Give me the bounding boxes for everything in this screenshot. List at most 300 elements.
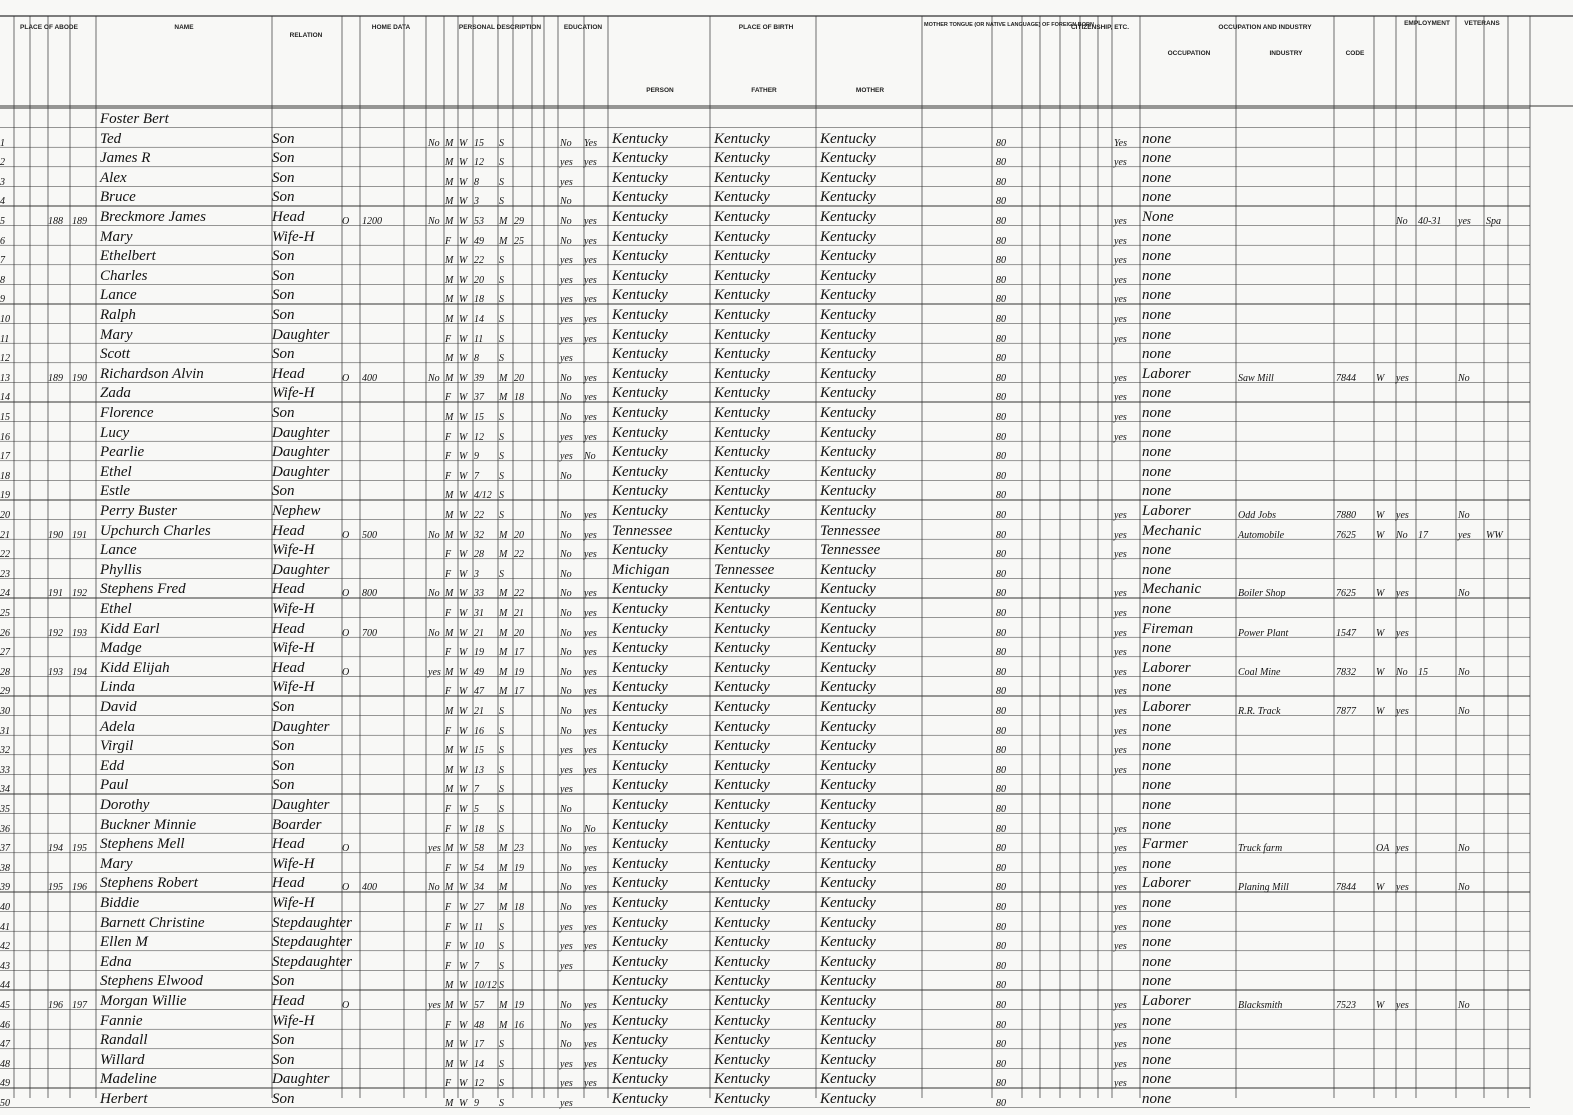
cell-birth-person: Kentucky [612,757,668,774]
cell-name: Foster Bert [100,111,169,127]
cell-age: 28 [474,549,484,561]
cell-dwelling: 193 [48,666,63,678]
cell-veteran: No [1458,510,1470,521]
cell-occupation: Mechanic [1142,522,1202,539]
cell-name: Morgan Willie [100,993,187,1009]
cell-occupation: none [1142,385,1172,402]
cell-relation: Boarder [272,816,322,833]
cell-school: No [560,470,572,482]
cell-birth-person: Kentucky [612,385,668,402]
cell-birth-mother: Kentucky [820,444,876,461]
cell-name: Kidd Elijah [100,659,170,676]
cell-marital: M [499,902,508,913]
cell-code: 80 [996,706,1006,717]
cell-birth-mother: Tennessee [820,542,881,559]
cell-english: yes [1114,157,1127,169]
header-code: CODE [1345,50,1365,57]
cell-birth-father: Kentucky [714,267,770,284]
cell-sex: M [445,510,454,521]
cell-school: yes [560,960,573,972]
cell-english: yes [1114,862,1127,874]
cell-occupation: Mechanic [1142,581,1202,598]
cell-birth-father: Kentucky [714,875,770,892]
cell-occupation: none [1142,895,1172,911]
cell-race: W [459,706,468,717]
cell-occupation: none [1142,169,1172,186]
cell-english: yes [1114,412,1127,423]
cell-birth-mother: Kentucky [820,895,876,911]
cell-name: Linda [100,679,136,696]
cell-age: 15 [474,412,484,423]
cell-birth-person: Kentucky [612,346,668,363]
cell-line: 18 [0,470,10,482]
cell-sex: M [445,412,454,423]
cell-age: 21 [474,627,484,639]
cell-marital: S [499,921,504,933]
cell-birth-mother: Kentucky [820,836,876,853]
cell-occupation: none [1142,914,1172,931]
cell-birth-person: Kentucky [612,895,668,911]
cell-at-work: yes [1396,882,1409,894]
cell-line: 48 [0,1058,10,1070]
cell-code: 80 [996,686,1006,698]
cell-age: 15 [474,745,484,757]
cell-age: 53 [474,216,484,227]
cell-at-work: yes [1396,706,1409,717]
cell-race: W [459,412,468,423]
cell-occupation: none [1142,816,1172,833]
cell-marital: M [499,882,508,894]
cell-birth-mother: Kentucky [820,346,876,363]
cell-read: yes [584,1058,597,1070]
cell-english: yes [1114,725,1127,737]
cell-family: 197 [72,1000,87,1011]
cell-birth-person: Kentucky [612,601,668,617]
cell-occupation: none [1142,1051,1172,1068]
cell-birth-mother: Kentucky [820,405,876,421]
cell-war: Spa [1486,216,1501,227]
cell-age: 10/12 [474,980,497,992]
cell-age: 9 [474,451,479,463]
cell-read: yes [584,1000,597,1011]
cell-read: yes [584,529,597,541]
cell-class: OA [1376,843,1390,855]
cell-class: W [1376,529,1385,541]
cell-occupation: none [1142,640,1172,657]
cell-sex: M [445,137,454,149]
cell-birth-father: Kentucky [714,914,770,931]
cell-relation: Daughter [272,463,330,480]
cell-at-work: yes [1396,843,1409,855]
cell-age: 7 [474,470,479,482]
cell-name: Mary [100,326,133,343]
cell-code: 80 [996,1078,1006,1090]
cell-english: yes [1114,686,1127,698]
cell-age: 12 [474,157,484,169]
cell-school: No [560,588,572,600]
cell-race: W [459,960,468,972]
cell-birth-father: Kentucky [714,1091,770,1107]
cell-age: 12 [474,431,484,443]
cell-marital: M [499,549,508,561]
cell-occupation: none [1142,973,1172,990]
cell-code: 80 [996,294,1006,306]
cell-birth-father: Kentucky [714,738,770,755]
cell-birth-mother: Kentucky [820,189,876,206]
cell-birth-person: Kentucky [612,836,668,853]
cell-name: Mary [100,228,133,245]
cell-line: 12 [0,353,10,365]
cell-name: Edd [100,757,125,774]
cell-marital: M [499,647,508,659]
cell-marital: S [499,706,504,717]
cell-birth-father: Kentucky [714,699,770,715]
cell-veteran: No [1458,843,1470,855]
cell-school: yes [560,745,573,757]
cell-marital: S [499,764,504,776]
cell-relation: Wife-H [272,601,315,617]
cell-relation: Wife-H [272,895,315,911]
cell-sex: M [445,353,454,365]
cell-code: 80 [996,490,1006,502]
cell-code: 80 [996,921,1006,933]
cell-race: W [459,627,468,639]
cell-age-married: 20 [514,529,524,541]
cell-birth-father: Kentucky [714,659,770,676]
cell-line: 39 [0,882,10,894]
cell-marital: S [499,804,504,815]
cell-veteran: No [1458,1000,1470,1011]
cell-line: 49 [0,1078,10,1090]
cell-relation: Nephew [272,503,321,519]
cell-birth-person: Kentucky [612,816,668,833]
cell-marital: M [499,862,508,874]
cell-weeks-idle: 40-31 [1418,216,1442,227]
cell-age-married: 22 [514,549,524,561]
cell-race: W [459,804,468,815]
cell-line: 30 [0,706,10,717]
cell-family: 190 [72,372,87,384]
cell-race: W [459,608,468,619]
cell-read: yes [584,706,597,717]
cell-sex: M [445,274,454,286]
cell-read: yes [584,510,597,521]
cell-read: yes [584,941,597,953]
cell-code: 80 [996,1058,1006,1070]
cell-code: 80 [996,902,1006,913]
cell-marital: S [499,980,504,992]
cell-birth-father: Kentucky [714,836,770,853]
cell-age-married: 17 [514,686,524,698]
cell-occupation: none [1142,934,1172,951]
cell-birth-father: Kentucky [714,463,770,480]
cell-age: 34 [474,882,484,894]
cell-english: yes [1114,1019,1127,1031]
cell-sex: M [445,176,454,188]
cell-birth-father: Kentucky [714,444,770,461]
cell-code: 80 [996,216,1006,227]
cell-relation: Wife-H [272,228,315,245]
cell-line: 36 [0,823,10,835]
cell-occupation: none [1142,757,1172,774]
cell-occupation: none [1142,287,1172,304]
cell-race: W [459,941,468,953]
cell-industry: R.R. Track [1238,706,1281,717]
cell-birth-father: Kentucky [714,640,770,657]
cell-marital: S [499,725,504,737]
cell-sex: M [445,627,454,639]
cell-english: yes [1114,588,1127,600]
cell-code: 80 [996,941,1006,953]
cell-marital: M [499,1000,508,1011]
cell-name: Lance [100,542,137,559]
cell-name: Charles [100,267,148,284]
cell-sex: M [445,490,454,502]
cell-marital: S [499,451,504,463]
cell-marital: M [499,843,508,855]
cell-marital: S [499,1058,504,1070]
cell-occupation: none [1142,777,1172,794]
cell-sex: F [445,235,452,247]
cell-occupation: none [1142,424,1172,441]
cell-race: W [459,588,468,600]
cell-sex: M [445,843,454,855]
cell-marital: S [499,196,504,208]
header-veterans: VETERANS [1464,20,1500,27]
cell-sex: F [445,451,452,463]
cell-code: 80 [996,608,1006,619]
cell-birth-person: Kentucky [612,287,668,304]
cell-school: No [560,666,572,678]
cell-industry: Power Plant [1238,627,1289,639]
cell-race: W [459,902,468,913]
cell-occupation: none [1142,346,1172,363]
header-occupation-industry: OCCUPATION AND INDUSTRY [1218,24,1312,31]
cell-birth-person: Kentucky [612,738,668,755]
cell-read: yes [584,549,597,561]
cell-read: yes [584,843,597,855]
cell-birth-father: Kentucky [714,503,770,519]
cell-birth-mother: Kentucky [820,718,876,735]
cell-class: W [1376,882,1385,894]
cell-relation: Son [272,738,295,755]
cell-occupation: none [1142,483,1172,500]
cell-dwelling: 194 [48,843,63,855]
cell-marital: S [499,1098,504,1109]
cell-relation: Head [272,581,305,598]
cell-occupation: none [1142,463,1172,480]
cell-marital: M [499,627,508,639]
cell-age: 10 [474,941,484,953]
cell-race: W [459,314,468,325]
cell-line: 43 [0,960,10,972]
cell-age: 58 [474,843,484,855]
cell-code: 80 [996,314,1006,325]
cell-name: Lance [100,287,137,304]
cell-sex: F [445,608,452,619]
cell-race: W [459,568,468,580]
cell-name: Biddie [100,895,140,911]
cell-school: No [560,1000,572,1011]
cell-sex: M [445,1039,454,1051]
cell-english: yes [1114,764,1127,776]
cell-birth-father: Kentucky [714,326,770,343]
cell-birth-person: Kentucky [612,973,668,990]
cell-occ-code: 7832 [1336,666,1356,678]
cell-birth-person: Kentucky [612,855,668,872]
cell-age: 21 [474,706,484,717]
cell-name: Buckner Minnie [100,816,197,833]
cell-birth-mother: Kentucky [820,287,876,304]
cell-marital: S [499,255,504,267]
cell-birth-father: Kentucky [714,307,770,323]
cell-birth-father: Kentucky [714,150,770,167]
cell-birth-person: Kentucky [612,542,668,559]
cell-birth-mother: Kentucky [820,757,876,774]
cell-marital: M [499,686,508,698]
cell-birth-person: Kentucky [612,130,668,147]
cell-line: 47 [0,1039,10,1051]
cell-school: No [560,647,572,659]
cell-line: 2 [0,157,5,169]
cell-school: yes [560,157,573,169]
cell-school: No [560,843,572,855]
cell-age: 9 [474,1098,479,1109]
cell-sex: F [445,431,452,443]
cell-age: 48 [474,1019,484,1031]
cell-name: Virgil [100,738,134,755]
cell-sex: M [445,745,454,757]
cell-school: No [560,568,572,580]
cell-occupation: Laborer [1142,503,1191,519]
cell-radio: No [428,216,440,227]
cell-school: yes [560,294,573,306]
cell-read: yes [584,412,597,423]
cell-birth-father: Kentucky [714,483,770,500]
cell-age: 5 [474,804,479,815]
cell-english: yes [1114,510,1127,521]
cell-birth-person: Kentucky [612,659,668,676]
cell-occupation: none [1142,561,1172,578]
cell-occupation: Laborer [1142,993,1191,1009]
cell-sex: M [445,314,454,325]
cell-birth-mother: Kentucky [820,914,876,931]
cell-name: Breckmore James [100,209,206,225]
cell-sex: F [445,823,452,835]
cell-occupation: none [1142,150,1172,167]
cell-line: 45 [0,1000,10,1011]
cell-sex: F [445,333,452,345]
cell-birth-person: Kentucky [612,953,668,970]
cell-birth-person: Kentucky [612,934,668,951]
cell-school: No [560,686,572,698]
cell-name: Ted [100,130,122,147]
cell-line: 11 [0,333,10,345]
cell-sex: F [445,725,452,737]
cell-birth-mother: Kentucky [820,659,876,676]
cell-relation: Wife-H [272,679,315,696]
cell-sex: M [445,157,454,169]
cell-age: 19 [474,647,484,659]
cell-line: 26 [0,627,10,639]
cell-race: W [459,431,468,443]
cell-birth-mother: Kentucky [820,738,876,755]
cell-marital: S [499,176,504,188]
cell-code: 80 [996,666,1006,678]
cell-sex: M [445,294,454,306]
cell-birth-father: Kentucky [714,1071,770,1088]
cell-english: yes [1114,549,1127,561]
cell-birth-person: Kentucky [612,424,668,441]
cell-school: No [560,804,572,815]
cell-line: 5 [0,216,5,227]
cell-sex: F [445,902,452,913]
cell-marital: M [499,1019,508,1031]
cell-relation: Son [272,1051,295,1068]
cell-occupation: Laborer [1142,875,1191,892]
cell-birth-person: Kentucky [612,326,668,343]
cell-birth-person: Kentucky [612,1071,668,1088]
cell-code: 80 [996,157,1006,169]
cell-school: No [560,196,572,208]
cell-race: W [459,274,468,286]
cell-birth-father: Kentucky [714,169,770,186]
cell-birth-person: Kentucky [612,718,668,735]
header-birth-mother: MOTHER [855,87,885,94]
cell-sex: F [445,549,452,561]
cell-read: yes [584,921,597,933]
cell-code: 80 [996,372,1006,384]
cell-marital: S [499,490,504,502]
cell-school: yes [560,784,573,796]
cell-occupation: none [1142,228,1172,245]
cell-sex: M [445,666,454,678]
cell-birth-person: Tennessee [612,522,673,539]
cell-english: yes [1114,627,1127,639]
cell-birth-mother: Kentucky [820,365,876,382]
cell-class: W [1376,588,1385,600]
cell-read: No [584,451,596,463]
cell-birth-mother: Kentucky [820,993,876,1009]
cell-school: yes [560,333,573,345]
cell-marital: S [499,745,504,757]
cell-birth-father: Kentucky [714,130,770,147]
cell-birth-mother: Kentucky [820,934,876,951]
cell-birth-mother: Kentucky [820,267,876,284]
header-occupation: OCCUPATION [1167,50,1211,57]
cell-birth-father: Kentucky [714,895,770,911]
cell-age: 32 [474,529,484,541]
cell-birth-mother: Kentucky [820,228,876,245]
cell-age: 57 [474,1000,484,1011]
cell-occupation: none [1142,326,1172,343]
cell-occupation: none [1142,855,1172,872]
cell-sex: M [445,706,454,717]
cell-class: W [1376,666,1385,678]
cell-race: W [459,510,468,521]
cell-line: 24 [0,588,10,600]
cell-value: 700 [362,627,377,639]
cell-name: Stephens Elwood [100,973,203,990]
cell-radio: No [428,627,440,639]
cell-birth-father: Kentucky [714,365,770,382]
cell-tenure: O [342,216,350,227]
cell-relation: Son [272,248,295,265]
cell-read: yes [584,764,597,776]
cell-occ-code: 7877 [1336,706,1356,717]
cell-name: Alex [100,169,127,186]
cell-birth-father: Kentucky [714,601,770,617]
